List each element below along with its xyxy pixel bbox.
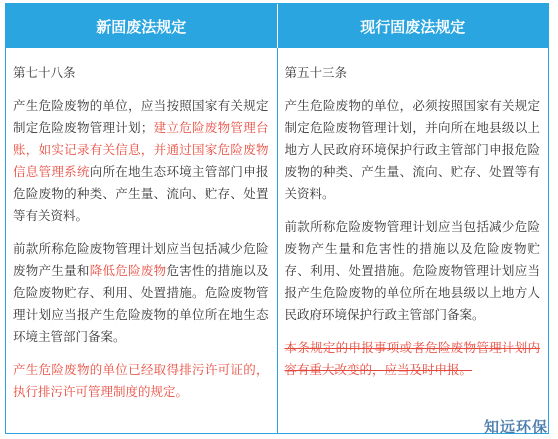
- new-paragraph-2: 前款所称危险废物管理计划应当包括减少危险废物产生量和降低危险废物危害性的措施以及危险废物贮存、利用、处置措施。危险废物管理计划应当报产生危险废物的单位所在地生态环境主管部门备案。: [13, 241, 269, 344]
- new-paragraph-3: 产生危险废物的单位已经取得排污许可证的，执行排污许可管理制度的规定。: [13, 362, 269, 399]
- new-article-number: 第七十八条: [13, 65, 76, 80]
- current-paragraph-1: 产生危险废物的单位，必须按照国家有关规定制定危险废物管理计划，并向所在地县级以上地方人民政府环境保护行政主管部门申报危险废物的种类、产生量、流向、贮存、处置等有关资料。: [284, 98, 540, 201]
- current-law-column: [278, 48, 549, 433]
- table-body: [6, 48, 548, 433]
- new-paragraph-1: 产生危险废物的单位，应当按照国家有关规定制定危险废物管理计划；建立危险废物管理台账，如实记录有关信息，并通过国家危险废物信息管理系统向所在地生态环境主管部门申报危险废物的种类、产生量、流向、贮存、处置等有关资料。: [13, 98, 269, 223]
- highlight-text: 建立危险废物管理台账，如实记录有关信息，并通过国家危险废物信息管理系统: [13, 120, 269, 179]
- header-new-law: 新固废法规定: [6, 4, 278, 48]
- current-paragraph-2: 前款所称危险废物管理计划应当包括减少危险废物产生量和危害性的措施以及危险废物贮存、利用、处置措施。危险废物管理计划应当报产生危险废物的单位所在地县级以上地方人民政府环境保护行政主管部门备案。: [284, 219, 540, 322]
- highlight-text: 降低危险废物: [89, 263, 167, 278]
- watermark-logo: 知远环保: [483, 418, 548, 436]
- new-law-column: [6, 48, 278, 433]
- header-current-law: 现行固废法规定: [278, 4, 549, 48]
- current-article-number: 第五十三条: [284, 65, 348, 80]
- comparison-table: [5, 3, 549, 434]
- deleted-paragraph-3: 本条规定的申报事项或者危险废物管理计划内容有重大改变的，应当及时申报。: [284, 340, 540, 377]
- table-header: [6, 4, 548, 48]
